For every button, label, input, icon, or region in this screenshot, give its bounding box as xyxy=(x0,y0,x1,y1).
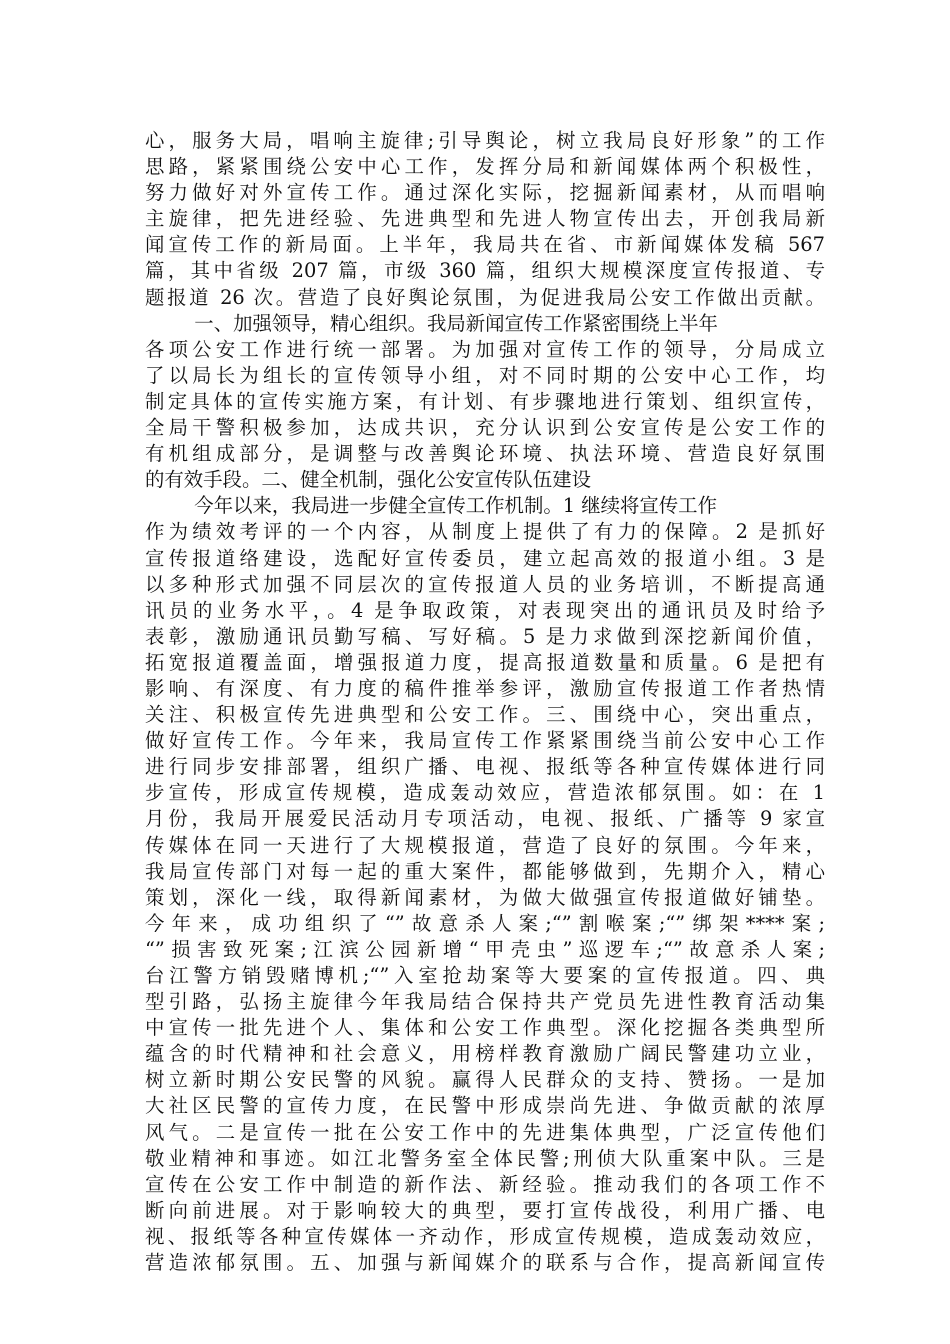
text-line: 风气。二是宣传一批在公安工作中的先进集体典型，广泛宣传他们 xyxy=(145,1120,825,1144)
text-line: 心，服务大局，唱响主旋律;引导舆论，树立我局良好形象”的工作 xyxy=(145,129,825,152)
text-line: 全局干警积极参加，达成共识，充分认识到公安宣传是公安工作的 xyxy=(145,416,825,440)
text-line: 敬业精神和事迹。如江北警务室全体民警;刑侦大队重案中队。三是 xyxy=(145,1146,825,1170)
text-line: 进行同步安排部署，组织广播、电视、报纸等各种宣传媒体进行同 xyxy=(145,755,825,779)
text-line: 我局宣传部门对每一起的重大案件，都能够做到，先期介入，精心 xyxy=(145,859,825,883)
text-line: 拓宽报道覆盖面，增强报道力度，提高报道数量和质量。6 是把有 xyxy=(145,650,825,674)
text-line: 宣传报道络建设，选配好宣传委员，建立起高效的报道小组。3 是 xyxy=(145,546,825,570)
text-line: 传媒体在同一天进行了大规模报道，营造了良好的氛围。今年来， xyxy=(145,833,825,857)
text-line: 主旋律，把先进经验、先进典型和先进人物宣传出去，开创我局新 xyxy=(145,207,825,231)
text-line: 篇，其中省级 207 篇，市级 360 篇，组织大规模深度宣传报道、专 xyxy=(145,259,825,283)
text-line: 表彰，激励通讯员勤写稿、写好稿。5 是力求做到深挖新闻价值， xyxy=(145,624,825,648)
text-line: 树立新时期公安民警的风貌。赢得人民群众的支持、赞扬。一是加 xyxy=(145,1068,825,1092)
text-line: 台江警方销毁赌博机;“”入室抢劫案等大要案的宣传报道。四、典 xyxy=(145,964,825,987)
text-line: 影响、有深度、有力度的稿件推举参评，激励宣传报道工作者热情 xyxy=(145,676,825,700)
text-line: 以多种形式加强不同层次的宣传报道人员的业务培训，不断提高通 xyxy=(145,572,825,596)
text-line: 蕴含的时代精神和社会意义，用榜样教育激励广阔民警建功立业， xyxy=(145,1042,825,1066)
text-line: 有机组成部分，是调整与改善舆论环境、执法环境、营造良好氛围 xyxy=(145,442,825,466)
text-line: 宣传在公安工作中制造的新作法、新经验。推动我们的各项工作不 xyxy=(145,1172,825,1196)
text-line: 作为绩效考评的一个内容，从制度上提供了有力的保障。2 是抓好 xyxy=(145,520,825,544)
text-line: 做好宣传工作。今年来，我局宣传工作紧紧围绕当前公安中心工作 xyxy=(145,729,825,753)
text-line: 关注、积极宣传先进典型和公安工作。三、围绕中心，突出重点， xyxy=(145,703,825,727)
text-line: 策划，深化一线，取得新闻素材，为做大做强宣传报道做好铺垫。 xyxy=(145,885,825,909)
text-line: 营造浓郁氛围。五、加强与新闻媒介的联系与合作，提高新闻宣传 xyxy=(145,1251,825,1275)
document-body xyxy=(145,128,825,1276)
text-line: 的有效手段。二、健全机制，强化公安宣传队伍建设 xyxy=(145,468,591,492)
text-line: 大社区民警的宣传力度，在民警中形成崇尚先进、争做贡献的浓厚 xyxy=(145,1094,825,1118)
text-line: 制定具体的宣传实施方案，有计划、有步骤地进行策划、组织宣传， xyxy=(145,389,825,413)
text-line: 月份，我局开展爱民活动月专项活动，电视、报纸、广播等 9 家宣 xyxy=(145,807,825,831)
text-line: 一、加强领导，精心组织。我局新闻宣传工作紧密围绕上半年 xyxy=(145,311,718,335)
text-line: 各项公安工作进行统一部署。为加强对宣传工作的领导，分局成立 xyxy=(145,337,825,361)
text-line: 今年以来，我局进一步健全宣传工作机制。1 继续将宣传工作 xyxy=(145,494,717,518)
text-line: 步宣传，形成宣传规模，造成轰动效应，营造浓郁氛围。如：在 1 xyxy=(145,781,825,805)
text-line: 中宣传一批先进个人、集体和公安工作典型。深化挖掘各类典型所 xyxy=(145,1016,825,1040)
text-line: “”损害致死案;江滨公园新增“甲壳虫”巡逻车;“”故意杀人案; xyxy=(145,937,825,961)
text-line: 断向前进展。对于影响较大的典型，要打宣传战役，利用广播、电 xyxy=(145,1198,825,1222)
text-line: 视、报纸等各种宣传媒体一齐动作，形成宣传规模，造成轰动效应， xyxy=(145,1224,825,1248)
text-line: 讯员的业务水平，。4 是争取政策，对表现突出的通讯员及时给予 xyxy=(145,598,825,622)
text-line: 努力做好对外宣传工作。通过深化实际，挖掘新闻素材，从而唱响 xyxy=(145,181,825,205)
text-line: 题报道 26 次。营造了良好舆论氛围，为促进我局公安工作做出贡献。 xyxy=(145,285,825,309)
text-line: 了以局长为组长的宣传领导小组，对不同时期的公安中心工作，均 xyxy=(145,363,825,387)
text-line: 闻宣传工作的新局面。上半年，我局共在省、市新闻媒体发稿 567 xyxy=(145,233,825,257)
text-line: 型引路，弘扬主旋律今年我局结合保持共产党员先进性教育活动集 xyxy=(145,990,825,1014)
text-line: 今年来，成功组织了“”故意杀人案;“”割喉案;“”绑架****案; xyxy=(145,911,825,935)
text-line: 思路，紧紧围绕公安中心工作，发挥分局和新闻媒体两个积极性， xyxy=(145,155,825,179)
